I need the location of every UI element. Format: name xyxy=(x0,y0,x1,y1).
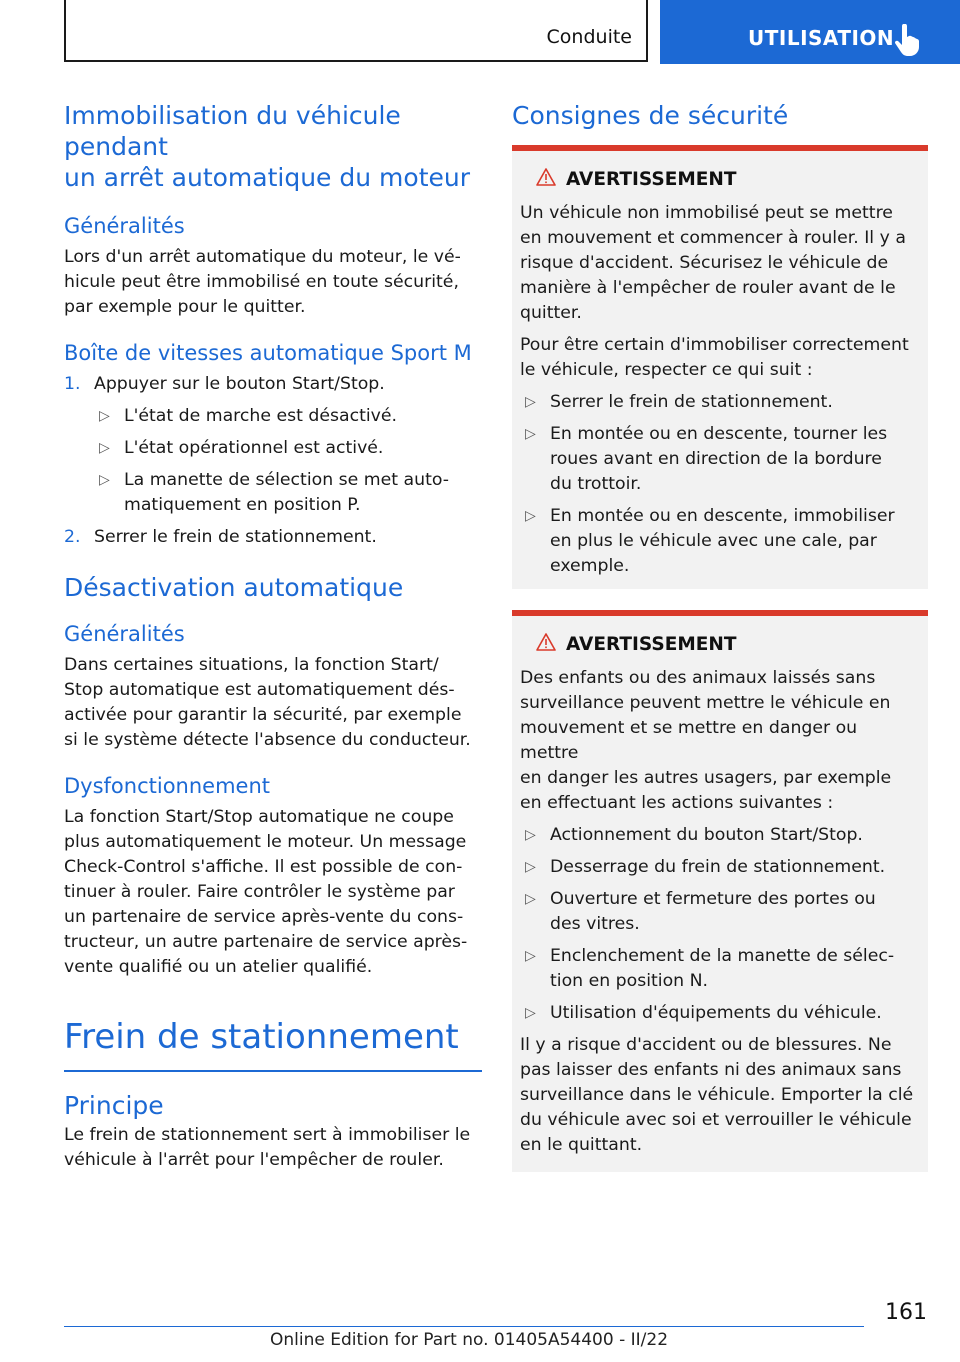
triangle-bullet-icon: ▷ xyxy=(99,440,110,456)
bullet-text: roues avant en direction de la bordure xyxy=(550,449,882,469)
warning-bullet-list xyxy=(520,823,920,1026)
sub-bullet-list xyxy=(94,404,482,518)
bullet-text: Serrer le frein de stationnement. xyxy=(550,392,833,412)
step-number: 2. xyxy=(64,527,81,547)
triangle-bullet-icon: ▷ xyxy=(525,827,536,843)
text-line: plus automatiquement le moteur. Un message xyxy=(64,832,467,852)
text-line: manière à l'empêcher de rouler avant de le xyxy=(520,278,896,298)
list-item xyxy=(64,372,482,518)
triangle-bullet-icon: ▷ xyxy=(525,508,536,524)
text-line: risque d'accident. Sécurisez le véhicule de xyxy=(520,253,889,273)
section-divider xyxy=(64,1070,482,1072)
text-line: un partenaire de service après-vente du cons- xyxy=(64,907,464,927)
generalites-paragraph xyxy=(64,245,482,320)
bullet-text: L'état opérationnel est activé. xyxy=(124,438,384,458)
warning-paragraph xyxy=(520,333,920,383)
principe-paragraph xyxy=(64,1123,482,1173)
list-item xyxy=(520,887,920,937)
text-line: pas laisser des enfants ni des animaux sans xyxy=(520,1060,902,1080)
text-line: en mouvement et commencer à rouler. Il y a xyxy=(520,228,906,248)
dysfonctionnement-heading: Dysfonctionnement xyxy=(64,774,271,798)
bullet-text: L'état de marche est désactivé. xyxy=(124,406,397,426)
triangle-bullet-icon: ▷ xyxy=(99,408,110,424)
text-line: Stop automatique est automatiquement dés- xyxy=(64,680,455,700)
text-line: en effectuant les actions suivantes : xyxy=(520,793,834,813)
hand-pointer-icon xyxy=(894,24,920,56)
heading-line: un arrêt automatique du moteur xyxy=(64,163,470,192)
bullet-text: des vitres. xyxy=(550,914,640,934)
warning-label: AVERTISSEMENT xyxy=(566,634,737,655)
warning-triangle-icon xyxy=(536,632,556,652)
text-line: Le frein de stationnement sert à immobiliser le xyxy=(64,1125,471,1145)
generalites-heading: Généralités xyxy=(64,622,185,646)
list-item xyxy=(520,823,920,848)
bullet-text: du trottoir. xyxy=(550,474,642,494)
header-chapter-label: UTILISATION xyxy=(748,26,895,50)
warning-paragraph xyxy=(520,666,920,816)
text-line: Lors d'un arrêt automatique du moteur, le vé- xyxy=(64,247,461,267)
list-item xyxy=(64,525,482,550)
dysfonctionnement-paragraph xyxy=(64,805,482,980)
header-section-label: Conduite xyxy=(546,26,632,48)
warning-paragraph xyxy=(520,1033,920,1172)
list-item xyxy=(520,855,920,880)
bullet-text: matiquement en position P. xyxy=(124,495,361,515)
frein-stationnement-heading: Frein de stationnement xyxy=(64,1017,459,1057)
list-item xyxy=(520,944,920,994)
text-line: tinuer à rouler. Faire contrôler le système par xyxy=(64,882,455,902)
footer-divider xyxy=(64,1326,864,1327)
list-item xyxy=(94,404,482,429)
text-line: Un véhicule non immobilisé peut se mettre xyxy=(520,203,893,223)
step-text: Appuyer sur le bouton Start/Stop. xyxy=(94,374,385,394)
triangle-bullet-icon: ▷ xyxy=(525,394,536,410)
step-number: 1. xyxy=(64,374,81,394)
text-line: tructeur, un autre partenaire de service après- xyxy=(64,932,468,952)
bullet-text: exemple. xyxy=(550,556,630,576)
steps-list xyxy=(64,372,482,550)
boite-vitesses-heading: Boîte de vitesses automatique Sport M xyxy=(64,341,472,365)
bullet-text: Actionnement du bouton Start/Stop. xyxy=(550,825,863,845)
text-line: surveillance peuvent mettre le véhicule en xyxy=(520,693,891,713)
bullet-text: Utilisation d'équipements du véhicule. xyxy=(550,1003,882,1023)
bullet-text: En montée ou en descente, tourner les xyxy=(550,424,888,444)
text-line: Pour être certain d'immobiliser correctement xyxy=(520,335,909,355)
step-text: Serrer le frein de stationnement. xyxy=(94,527,377,547)
triangle-bullet-icon: ▷ xyxy=(525,426,536,442)
consignes-heading: Consignes de sécurité xyxy=(512,101,789,130)
triangle-bullet-icon: ▷ xyxy=(525,891,536,907)
text-line: La fonction Start/Stop automatique ne coupe xyxy=(64,807,454,827)
bullet-text: en plus le véhicule avec une cale, par xyxy=(550,531,877,551)
text-line: Check-Control s'affiche. Il est possible de con- xyxy=(64,857,463,877)
bullet-text: Ouverture et fermeture des portes ou xyxy=(550,889,876,909)
triangle-bullet-icon: ▷ xyxy=(525,859,536,875)
warning-header xyxy=(520,616,920,666)
heading-line: Immobilisation du véhicule pendant xyxy=(64,101,401,161)
text-line: Dans certaines situations, la fonction Start/ xyxy=(64,655,439,675)
text-line: Il y a risque d'accident ou de blessures. Ne xyxy=(520,1035,892,1055)
warning-paragraph xyxy=(520,201,920,326)
generalites-paragraph xyxy=(64,653,482,753)
text-line: le véhicule, respecter ce qui suit : xyxy=(520,360,813,380)
text-line: hicule peut être immobilisé en toute sécurité, xyxy=(64,272,459,292)
text-line: activée pour garantir la sécurité, par exemple xyxy=(64,705,462,725)
bullet-text: En montée ou en descente, immobiliser xyxy=(550,506,895,526)
text-line: vente qualifié ou un atelier qualifié. xyxy=(64,957,373,977)
footer-edition: Online Edition for Part no. 01405A54400 - II/22 xyxy=(270,1330,669,1350)
list-item xyxy=(520,390,920,415)
list-item xyxy=(520,1001,920,1026)
principe-heading: Principe xyxy=(64,1091,164,1120)
text-line: mouvement et se mettre en danger ou mettre xyxy=(520,718,858,763)
list-item xyxy=(94,436,482,461)
list-item xyxy=(520,422,920,497)
generalites-heading: Généralités xyxy=(64,214,185,238)
triangle-bullet-icon: ▷ xyxy=(525,1005,536,1021)
warning-triangle-icon xyxy=(536,167,556,187)
immobilisation-heading xyxy=(64,100,482,193)
text-line: Des enfants ou des animaux laissés sans xyxy=(520,668,876,688)
left-column xyxy=(64,100,482,1173)
desactivation-heading: Désactivation automatique xyxy=(64,573,404,602)
text-line: véhicule à l'arrêt pour l'empêcher de rouler. xyxy=(64,1150,444,1170)
page-number: 161 xyxy=(885,1300,927,1325)
list-item xyxy=(520,504,920,579)
warning-box xyxy=(512,145,928,589)
header-chapter-tab xyxy=(660,0,960,64)
text-line: du véhicule avec soi et verrouiller le véhicule xyxy=(520,1110,912,1130)
header-section-tab xyxy=(64,0,648,62)
bullet-text: tion en position N. xyxy=(550,971,709,991)
text-line: par exemple pour le quitter. xyxy=(64,297,306,317)
text-line: surveillance dans le véhicule. Emporter la clé xyxy=(520,1085,914,1105)
bullet-text: La manette de sélection se met auto- xyxy=(124,470,449,490)
triangle-bullet-icon: ▷ xyxy=(525,948,536,964)
text-line: si le système détecte l'absence du conducteur. xyxy=(64,730,471,750)
bullet-text: Enclenchement de la manette de sélec- xyxy=(550,946,895,966)
triangle-bullet-icon: ▷ xyxy=(99,472,110,488)
warning-header xyxy=(520,151,920,201)
warning-label: AVERTISSEMENT xyxy=(566,169,737,190)
list-item xyxy=(94,468,482,518)
text-line: quitter. xyxy=(520,303,582,323)
warning-bullet-list xyxy=(520,390,920,589)
text-line: en danger les autres usagers, par exemple xyxy=(520,768,892,788)
warning-box xyxy=(512,610,928,1172)
text-line: en le quittant. xyxy=(520,1135,643,1155)
bullet-text: Desserrage du frein de stationnement. xyxy=(550,857,886,877)
